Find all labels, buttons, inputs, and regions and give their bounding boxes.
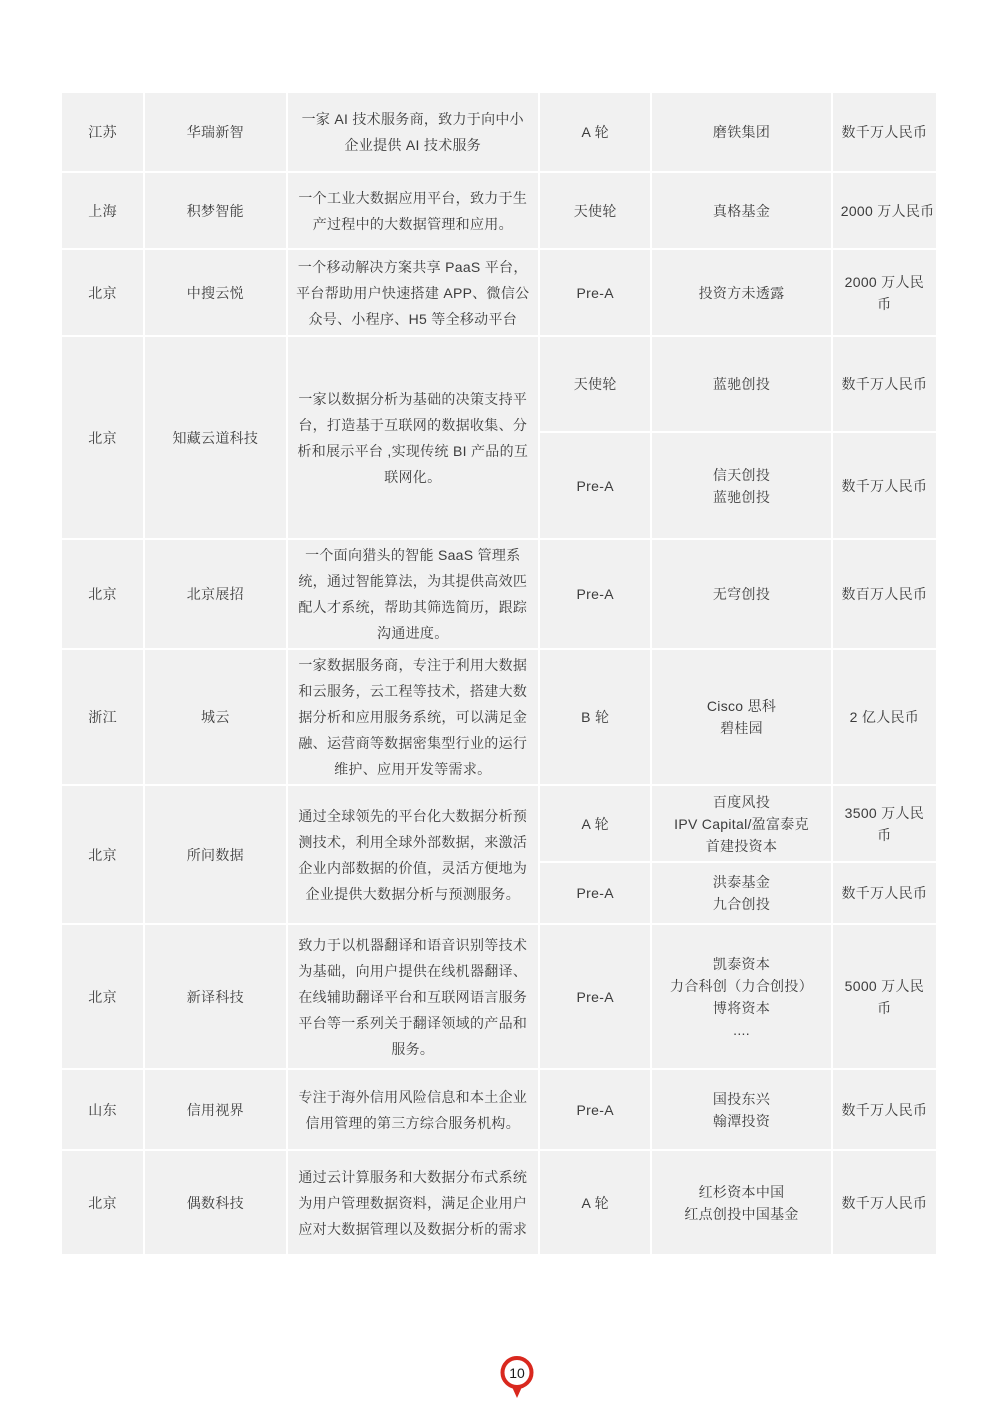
round-cell: Pre-A [540,250,650,335]
amount-line: 3500 万人民 [844,804,925,821]
round-cell: A 轮 [540,1151,650,1254]
round-cell: 天使轮 [540,173,650,248]
page-number-badge [501,1356,534,1389]
round-cell: A 轮 [540,786,650,861]
table-row [62,337,936,431]
investor-name: 百度风投 [712,793,771,810]
description-cell: 致力于以机器翻译和语音识别等技术为基础，向用户提供在线机器翻译、在线辅助翻译平台和互联网语言服务平台等一系列关于翻译领域的产品和服务。 [288,925,539,1068]
investor-name: 红杉资本中国 [698,1183,785,1200]
investor-name: 真格基金 [712,202,771,219]
region-cell: 北京 [62,540,143,648]
company-cell: 所问数据 [145,786,285,923]
description-cell: 一家以数据分析为基础的决策支持平台，打造基于互联网的数据收集、分析和展示平台 ,实现传统 BI 产品的互联网化。 [288,337,539,538]
amount-line: 币 [877,999,892,1016]
amount-cell [833,925,936,1068]
description-cell: 一个面向猎头的智能 SaaS 管理系统，通过智能算法，为其提供高效匹配人才系统，帮助其筛选简历，跟踪沟通进度。 [288,540,539,648]
table-row [62,925,936,1068]
region-cell: 北京 [62,250,143,335]
description-cell: 一家 AI 技术服务商，致力于向中小企业提供 AI 技术服务 [288,93,539,171]
round-cell: Pre-A [540,925,650,1068]
investor-name: 投资方未透露 [698,284,785,301]
investor-name: 信天创投 [712,466,771,483]
amount-cell [833,93,936,171]
investor-name: 国投东兴 [712,1090,771,1107]
investors-cell [652,337,830,431]
amount-cell [833,250,936,335]
round-cell: Pre-A [540,433,650,538]
region-cell: 北京 [62,925,143,1068]
page-number: 10 [509,1364,525,1381]
table-row [62,1070,936,1149]
investor-name: 红点创投中国基金 [684,1205,799,1222]
investors-cell [652,250,830,335]
region-cell: 江苏 [62,93,143,171]
amount-cell [833,540,936,648]
amount-cell [833,173,936,248]
investor-name: 凯泰资本 [712,955,771,972]
investors-cell [652,540,830,648]
investor-name: 无穹创投 [712,586,771,602]
investors-cell [652,1151,830,1254]
table-row [62,93,936,171]
description-cell: 专注于海外信用风险信息和本土企业信用管理的第三方综合服务机构。 [288,1070,539,1149]
company-cell: 华瑞新智 [145,93,285,171]
amount-line: 2 亿人民币 [849,709,920,725]
description-cell: 一家数据服务商，专注于利用大数据和云服务，云工程等技术，搭建大数据分析和应用服务系统，可以满足金融、运营商等数据密集型行业的运行维护、应用开发等需求。 [288,650,539,784]
round-cell: Pre-A [540,540,650,648]
table-row [62,786,936,861]
table-row [62,173,936,248]
investor-name: 博将资本 [712,999,771,1016]
amount-cell [833,1151,936,1254]
amount-line: 数千万人民币 [841,477,928,494]
page-number-pin [500,1356,534,1402]
description-cell: 通过全球领先的平台化大数据分析预测技术，利用全球外部数据，来激活企业内部数据的价值，灵活方便地为企业提供大数据分析与预测服务。 [288,786,539,923]
investor-name: .... [733,1021,750,1038]
region-cell: 北京 [62,786,143,923]
region-cell: 山东 [62,1070,143,1149]
company-cell: 城云 [145,650,285,784]
round-cell: Pre-A [540,863,650,923]
amount-line: 数千万人民币 [841,376,928,392]
investor-name: 力合科创（力合创投） [670,977,814,994]
company-cell: 新译科技 [145,925,285,1068]
investors-cell [652,433,830,538]
company-cell: 偶数科技 [145,1151,285,1254]
description-cell: 一个工业大数据应用平台，致力于生产过程中的大数据管理和应用。 [288,173,539,248]
investor-name: 首建投资本 [705,837,778,854]
round-cell: 天使轮 [540,337,650,431]
amount-cell [833,786,936,861]
company-cell: 知藏云道科技 [145,337,285,538]
amount-cell [833,433,936,538]
amount-line: 2000 万人民币 [840,202,935,219]
table-row [62,1151,936,1254]
region-cell: 北京 [62,337,143,538]
table-row [62,540,936,648]
investors-cell [652,1070,830,1149]
region-cell: 浙江 [62,650,143,784]
amount-line: 数百万人民币 [841,586,928,602]
amount-line: 数千万人民币 [841,1194,928,1211]
company-cell: 信用视界 [145,1070,285,1149]
region-cell: 上海 [62,173,143,248]
investor-name: 磨铁集团 [712,124,771,140]
company-cell: 中搜云悦 [145,250,285,335]
round-cell: Pre-A [540,1070,650,1149]
amount-line: 数千万人民币 [841,885,928,901]
company-cell: 北京展招 [145,540,285,648]
company-cell: 积梦智能 [145,173,285,248]
investor-name: 碧桂园 [720,720,763,736]
description-cell: 一个移动解决方案共享 PaaS 平台，平台帮助用户快速搭建 APP、微信公众号、小程序、H5 等全移动平台 [288,250,539,335]
amount-line: 5000 万人民 [844,977,925,994]
investors-cell [652,173,830,248]
table-row [62,650,936,784]
amount-cell [833,337,936,431]
amount-cell [833,650,936,784]
region-cell: 北京 [62,1151,143,1254]
investors-cell [652,786,830,861]
funding-table [60,91,938,1256]
round-cell: B 轮 [540,650,650,784]
amount-line: 数千万人民币 [841,124,928,140]
investor-name: 翰潭投资 [712,1112,771,1129]
investors-cell [652,863,830,923]
investor-name: 洪泰基金 [712,874,771,890]
amount-line: 2000 万人民 [844,273,925,290]
description-cell: 通过云计算服务和大数据分布式系统为用户管理数据资料，满足企业用户应对大数据管理以及数据分析的需求 [288,1151,539,1254]
investors-cell [652,93,830,171]
amount-line: 数千万人民币 [841,1101,928,1118]
investor-name: 蓝驰创投 [712,376,771,392]
amount-cell [833,863,936,923]
amount-line: 币 [877,826,892,843]
investor-name: 九合创投 [712,896,771,912]
investors-cell [652,925,830,1068]
investor-name: IPV Capital/盈富泰克 [674,815,809,832]
table-row [62,250,936,335]
amount-cell [833,1070,936,1149]
investor-name: Cisco 思科 [706,698,777,714]
investor-name: 蓝驰创投 [712,488,771,505]
investors-cell [652,650,830,784]
amount-line: 币 [877,295,892,312]
round-cell: A 轮 [540,93,650,171]
